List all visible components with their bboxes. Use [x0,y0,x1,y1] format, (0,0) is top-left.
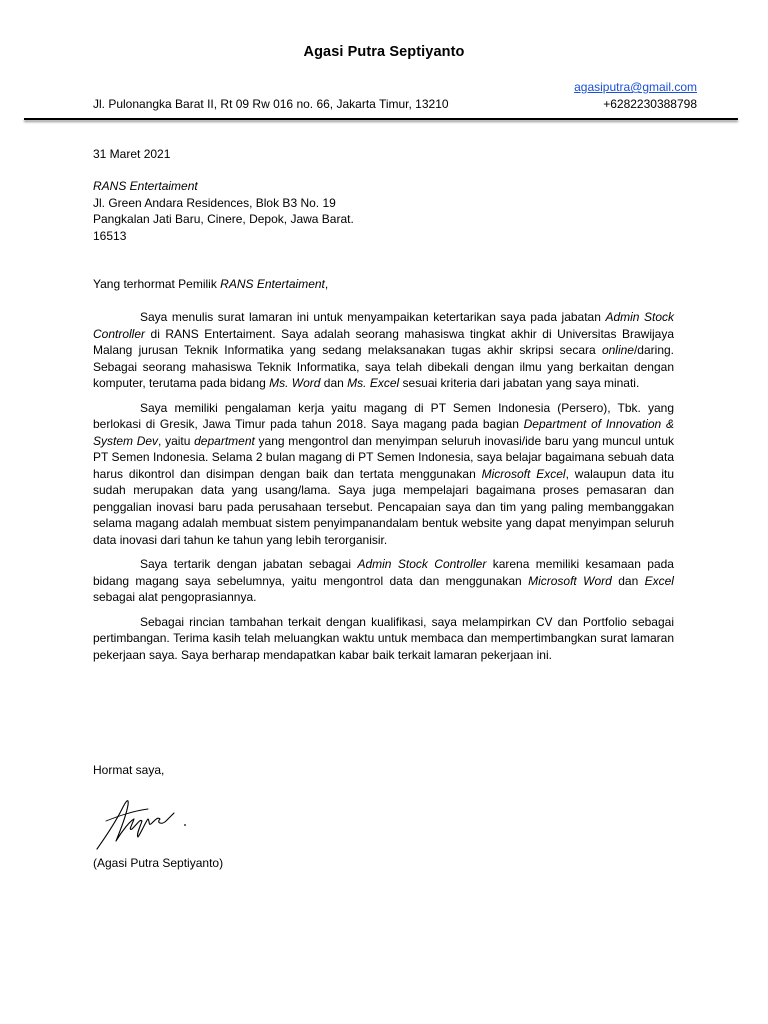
closing-phrase: Hormat saya, [93,763,165,777]
recipient-company: RANS Entertaiment [93,179,198,193]
handwritten-signature [92,791,192,851]
letter-date: 31 Maret 2021 [93,147,171,161]
sender-phone: +6282230388798 [603,97,697,111]
body-paragraph-1: Saya menulis surat lamaran ini untuk menyampaikan ketertarikan saya pada jabatan Admin Stock Controller di RANS Entertaiment. Saya adalah seorang mahasiswa tingkat akhir di Universitas Brawijaya Malang jurusan Teknik Informatika yang sedang melaksanakan tugas akhir skripsi secara online/daring. Sebagai seorang mahasiswa Teknik Informatika, saya telah dibekali dengan ilmu yang berkaitan dengan komputer, terutama pada bidang Ms. Word dan Ms. Excel sesuai kriteria dari jabatan yang saya minati. [93,310,675,390]
recipient-address-line-2: Pangkalan Jati Baru, Cinere, Depok, Jawa Barat. [93,212,354,226]
body-paragraph-3: Saya tertarik dengan jabatan sebagai Admin Stock Controller karena memiliki kesamaan pada bidang magang saya sebelumnya, yaitu mengontrol data dan menggunakan Microsoft Word dan Excel sebagai alat pengoprasiannya. [93,557,674,604]
signer-name: (Agasi Putra Septiyanto) [93,856,224,870]
recipient-postal-code: 16513 [93,228,127,243]
body-paragraph-2: Saya memiliki pengalaman kerja yaitu magang di PT Semen Indonesia (Persero), Tbk. yang berlokasi di Gresik, Jawa Timur pada tahun 2018. Saya magang pada bagian Department of Innovation & System Dev, yaitu department yang mengontrol dan menyimpan seluruh inovasi/ide baru yang muncul untuk PT Semen Indonesia. Selama 2 bulan magang di PT Semen Indonesia, saya belajar bagaimana sebuah data harus dikontrol dan disimpan dengan baik dan tertata menggunakan Microsoft Excel, walaupun data itu sudah merupakan data yang usang/lama. Saya juga mempelajari bagaimana proses pemasaran dan penggalian inovasi baru pada perusahaan tersebut. Pencapaian saya dan tim yang paling membanggakan selama magang adalah membuat sistem penyimpanandalam bentuk website yang dapat menyimpan seluruh data inovasi dari tahun ke tahun yang lebih terorganisir. [93,400,674,547]
salutation: Yang terhormat Pemilik RANS Entertaiment, [93,277,329,291]
letter-body [93,309,674,671]
sender-name: Agasi Putra Septiyanto [303,44,465,60]
email-link[interactable]: agasiputra@gmail.com [574,80,697,94]
recipient-address-line-1: Jl. Green Andara Residences, Blok B3 No. 19 [93,195,336,210]
header-divider [24,118,738,120]
recipient-block [93,178,354,244]
sender-address: Jl. Pulonangka Barat II, Rt 09 Rw 016 no. 66, Jakarta Timur, 13210 [93,97,449,111]
body-paragraph-4: Sebagai rincian tambahan terkait dengan kualifikasi, saya melampirkan CV dan Portfolio sebagai pertimbangan. Terima kasih telah meluangkan waktu untuk membaca dan mempertimbangkan surat lamaran pekerjaan saya. Saya berharap mendapatkan kabar baik terkait lamaran pekerjaan ini. [93,614,674,662]
